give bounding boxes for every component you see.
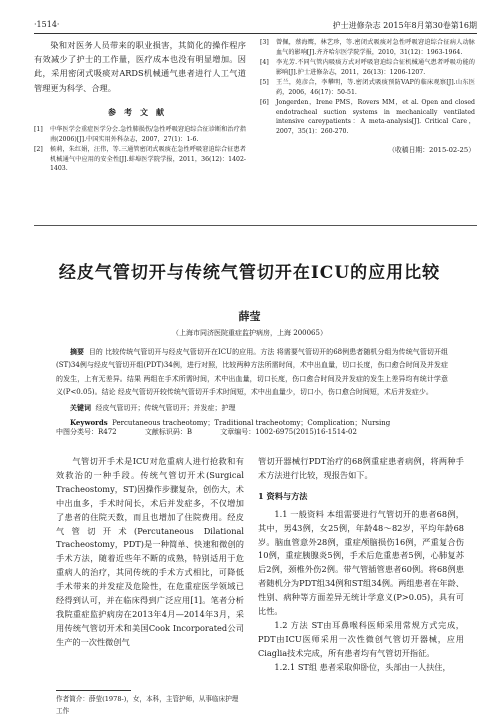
reference-item [260,78,475,97]
abstract-label: 摘要 [70,347,85,356]
abstract-text: 目的 比较传统气管切开与经皮气管切开在ICU的应用。方法 将需要气管切开的68例患者随机分组为传统气管切开组(ST)34例与经皮气管切开组(PDT)34例，进行对照，比较两种方法所需时间，术中出血量，切口长度，伤口愈合时间及并发症的发生，上有无差异。结果 两组在手术所需时间，术中出血量，切口长度，伤口愈合时间及并发症的发生上差异均有统计学意义(P<0.05)。结论 经皮气管切开较传统气管切开手术时间短，术中出血量少，切口小，伤口愈合时间短，术后并发症少。 [56,348,449,397]
keywords-cn [56,401,448,415]
reference-item [34,145,246,174]
general-data-paragraph: 1.1 一般资料 本组需要进行气管切开的患者68例，其中，男43例，女25例，年龄48～82岁，平均年龄68岁。脑血管意外28例，重症颅脑损伤16例，严重复合伤10例，重症胰腺炎5例，手术后危重患者5例，心肺复苏后2例，颈椎外伤2例。带气管插管患者60例。将68例患者随机分为PDT组34例和ST组34例。两组患者在年龄、性别、病种等方面差异无统计学意义(P>0.05)，具有可比性。 [258,508,464,617]
body-left-column [56,455,244,650]
body-right-column [258,455,464,675]
intro-continued: 管切开器械行PDT治疗的68例重症患者病例，将两种手术方法进行比较，现报告如下。 [258,456,464,480]
article-divider [34,225,477,226]
references-continued [260,38,475,156]
intro-paragraph: 气管切开手术是ICU对危重病人进行抢救和有效救治的一种手段。传统气管切开术(Surgical Tracheostomy，ST)因操作步骤复杂，创伤大，术中出血多，手术时间长，术后并发症多，不仅增加了患者的住院天数，而且也增加了住院费用。经皮气管切开术(Percutaneous Dilational Tracheostomy，PDT)是一种简单、快速和微创的手术方法，随着近些年不断的成熟，特别适用于危重病人的治疗，其同传统的手术方式相比，可降低手术带来的并发症及危险性，在危重症医学领域已经得到认可，并在临床得到广泛应用[1]。笔者分析我院重症监护病房在2013年4月—2014年3月，采用传统气管切开术和美国Cook Incorporated公司生产的一次性微创气 [56,456,244,647]
reference-item [260,98,475,136]
reference-number: [3] [260,39,269,46]
reference-text: 候莉，朱红娟，汪伟，等.三通管密闭式吸痰在急性呼吸窘迫综合征患者机械通气中应用的安全性[J].蚌埠医学院学报，2011，36(12)：1402-1403. [50,146,246,173]
reference-text: 李光芳.不同气管内吸痰方式对呼吸窘迫综合征机械通气患者呼吸功能的影响[J].护士进修杂志，2011，26(13)：1206-1207. [276,59,475,76]
author-footnote: 作者简介：薛莹(1978-)，女，本科，主管护师，从事临床护理工作 [56,695,239,715]
footnote-rule [56,690,131,691]
reference-number: [5] [260,79,269,86]
reference-number: [4] [260,59,269,66]
author-affiliation: （上海市同济医院重症监护病房，上海 200065） [172,329,327,337]
keywords-en-text: Percutaneous tracheotomy；Traditional tracheotomy；Complication；Nursing [112,419,391,428]
reference-item [260,38,475,57]
header-rule [34,33,477,34]
article-number: 文章编号：1002-6975(2015)16-1514-02 [220,428,357,436]
keywords-cn-text: 经皮气管切开；传统气管切开；并发症；护理 [95,403,236,412]
reference-item [260,58,475,77]
references-heading: 参考文献 [108,106,172,117]
abstract-block [56,345,448,430]
reference-item [34,125,246,144]
reference-number: [1] [34,126,43,134]
reference-number: [2] [34,146,43,154]
abstract [56,345,448,400]
closing-paragraph: 染和对医务人员带来的职业损害，其简化的操作程序有效减少了护士的工作量，医疗成本也没有明显增加。因此，采用密闭式吸痰对ARDS机械通气患者进行人工气道管理更为科学、合理。 [34,40,246,93]
document-code: 文献标识码：B [144,428,193,436]
author-name: 薛莹 [238,310,261,323]
received-date: （收稿日期：2015-02-25） [388,146,475,154]
section-heading: 1 资料与方法 [258,490,308,501]
keywords-label-en: Keywords [70,418,108,428]
reference-number: [6] [260,99,269,106]
article-title: 经皮气管切开与传统气管切开在ICU的应用比较 [58,263,441,283]
classification-line [56,427,448,437]
reference-text: 中华医学会重症医学分会.急性肺损伤/急性呼吸窘迫综合征诊断和治疗指南(2006)[J].中国实用外科杂志，2007，27(1)：1-6. [50,126,246,143]
st-group-paragraph: 1.2.1 ST组 患者采取仰卧位，头部由一人扶住， [274,661,451,672]
reference-text: Jongerden，Irene PMS，Rovers MM，et al. Open and closed endotracheal suction systems in mechanically ventilated intensive careypatients：A meta-analysis[J]. Critical Care，2007，35(1)：260-270. [276,99,475,135]
reference-text: 曾佩，蔡海鹰，林艺珍，等.密闭式吸痰对急性呼吸窘迫综合征病人动脉血气的影响[J].齐齐哈尔医学院学报，2010，31(12)：1963-1964. [276,39,475,56]
keywords-label-cn: 关键词 [70,402,91,412]
class-number: 中图分类号：R472 [56,428,117,436]
page-number: ·1514· [34,20,60,29]
previous-article-tail [34,38,246,175]
journal-info: 护士进修杂志 2015年8月第30卷第16期 [332,21,477,30]
running-header [34,20,477,34]
methods-paragraph: 1.2 方法 ST由耳鼻喉科医师采用常规方式完成，PDT由ICU医师采用一次性微创气管切开器械，应用Ciaglia技术完成，所有患者均有气管切开指征。 [258,619,464,658]
reference-text: 王兰，苑彦合，李攀明，等.密闭式吸痰预防VAP的临床观察[J].山东医药，2006，46(17)：50-51. [276,79,475,96]
